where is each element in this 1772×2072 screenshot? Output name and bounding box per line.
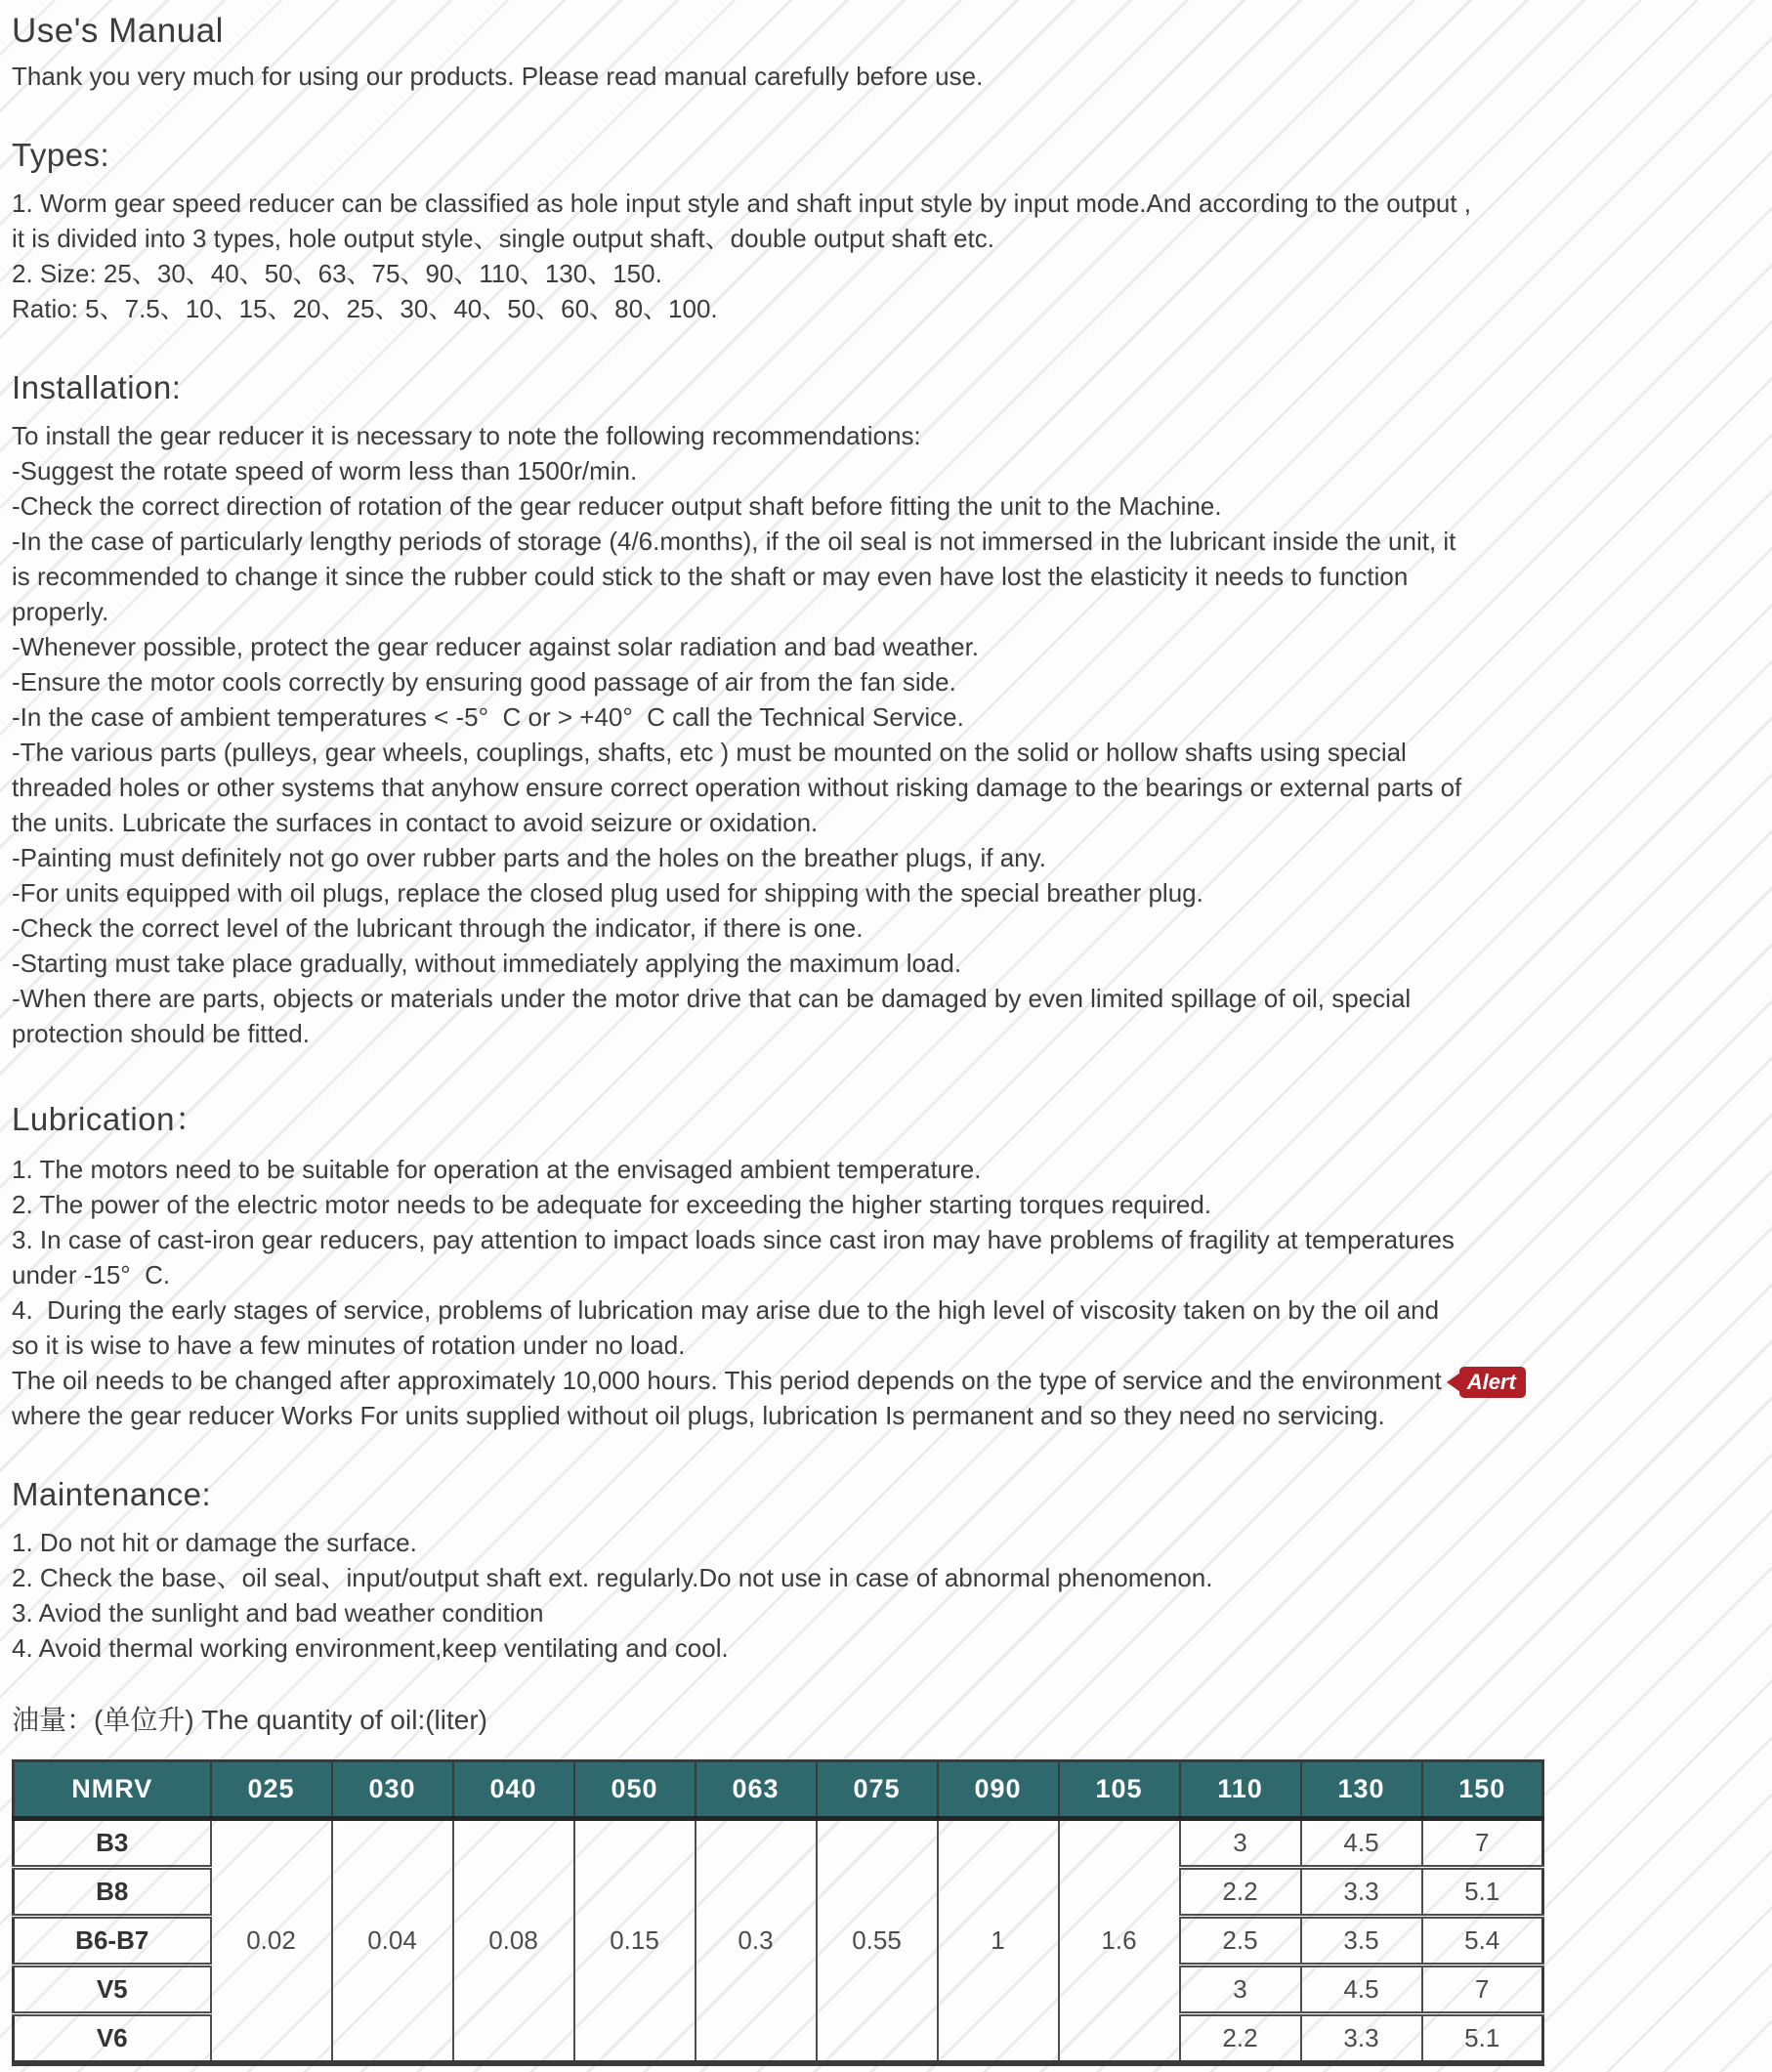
oil-quantity-table: [12, 1759, 1544, 2066]
text-line-content: 4. During the early stages of service, problems of lubrication may arise due to the high level of viscosity taken on by the oil and: [12, 1295, 1440, 1325]
text-line: [12, 1222, 1758, 1257]
table-header-cell: 030: [332, 1761, 453, 1819]
section-body: [12, 186, 1758, 326]
table-header-cell: NMRV: [14, 1761, 211, 1819]
table-header-cell: 063: [696, 1761, 817, 1819]
text-line: [12, 946, 1758, 981]
row-label-cell: B8: [14, 1868, 211, 1917]
section-body: [12, 1152, 1758, 1433]
text-line-content: 2. Check the base、oil seal、input/output shaft ext. regularly.Do not use in case of abnormal phenomenon.: [12, 1563, 1213, 1593]
text-line-content: 4. Avoid thermal working environment,keep ventilating and cool.: [12, 1633, 729, 1664]
text-line: [12, 1363, 1758, 1398]
table-header-cell: 130: [1301, 1761, 1422, 1819]
text-line: [12, 1187, 1758, 1222]
text-line-content: so it is wise to have a few minutes of rotation under no load.: [12, 1331, 686, 1360]
text-line-content: properly.: [12, 597, 109, 626]
text-line-content: -Check the correct level of the lubricant through the indicator, if there is one.: [12, 913, 864, 943]
text-line-content: the units. Lubricate the surfaces in contact to avoid seizure or oxidation.: [12, 808, 819, 837]
table-header-cell: 090: [938, 1761, 1059, 1819]
text-line-content: -The various parts (pulleys, gear wheels, couplings, shafts, etc ) must be mounted on the solid or hollow shafts using special: [12, 738, 1407, 767]
table-header-row: [14, 1761, 1543, 1819]
page-title: Use's Manual: [12, 12, 224, 50]
text-line-content: -Painting must definitely not go over rubber parts and the holes on the breather plugs, if any.: [12, 843, 1046, 872]
text-line-content: 2. Size: 25、30、40、50、63、75、90、110、130、150.: [12, 259, 662, 288]
table-header-cell: 075: [817, 1761, 938, 1819]
merged-value-cell: 1: [938, 1819, 1059, 2064]
table-header-cell: 110: [1180, 1761, 1301, 1819]
value-cell: 2.2: [1180, 1868, 1301, 1917]
text-line-content: under -15° C.: [12, 1260, 171, 1290]
text-line-content: 1. Worm gear speed reducer can be classified as hole input style and shaft input style by input mode.And according to the output ,: [12, 189, 1471, 218]
text-line: [12, 1595, 1758, 1630]
text-line-content: 1. The motors need to be suitable for operation at the envisaged ambient temperature.: [12, 1155, 982, 1184]
text-line: [12, 770, 1758, 805]
text-line: [12, 291, 1758, 326]
text-line-content: Ratio: 5、7.5、10、15、20、25、30、40、50、60、80、100.: [12, 294, 718, 323]
value-cell: 7: [1422, 1966, 1543, 2014]
value-cell: 5.4: [1422, 1917, 1543, 1966]
section-heading: Installation:: [12, 369, 182, 405]
text-line-content: threaded holes or other systems that anyhow ensure correct operation without risking damage to the bearings or external parts of: [12, 773, 1462, 802]
table-header-cell: 050: [574, 1761, 696, 1819]
text-line-content: 3. In case of cast-iron gear reducers, pay attention to impact loads since cast iron may have problems of fragility at temperatures: [12, 1225, 1455, 1254]
text-line: [12, 1560, 1758, 1595]
intro-text: Thank you very much for using our products. Please read manual carefully before use.: [12, 62, 984, 91]
text-line-content: -Check the correct direction of rotation of the gear reducer output shaft before fitting the unit to the Machine.: [12, 491, 1222, 521]
text-line: [12, 875, 1758, 910]
oil-quantity-caption: 油量：(单位升) The quantity of oil:(liter): [12, 1705, 487, 1736]
section-heading: Types:: [12, 137, 110, 173]
text-line: [12, 699, 1758, 735]
text-line-content: -In the case of particularly lengthy periods of storage (4/6.months), if the oil seal is not immersed in the lubricant inside the unit, it: [12, 527, 1456, 556]
text-line: [12, 559, 1758, 594]
value-cell: 5.1: [1422, 2014, 1543, 2064]
section-heading: Maintenance:: [12, 1476, 212, 1513]
row-label-cell: B3: [14, 1819, 211, 1868]
text-line: [12, 1152, 1758, 1187]
text-line-content: where the gear reducer Works For units supplied without oil plugs, lubrication Is permanent and so they need no servicing.: [12, 1401, 1385, 1431]
table-row: [14, 1819, 1543, 1868]
value-cell: 3.3: [1301, 1868, 1422, 1917]
text-line: [12, 186, 1758, 221]
text-line: [12, 981, 1758, 1016]
text-line: [12, 256, 1758, 291]
row-label-cell: V5: [14, 1966, 211, 2014]
text-line: [12, 664, 1758, 699]
text-line-content: 3. Aviod the sunlight and bad weather condition: [12, 1598, 544, 1628]
text-line: [12, 1398, 1758, 1433]
value-cell: 3.3: [1301, 2014, 1422, 2064]
text-line: [12, 1630, 1758, 1666]
text-line: [12, 594, 1758, 629]
text-line: [12, 453, 1758, 488]
text-line: [12, 524, 1758, 559]
value-cell: 5.1: [1422, 1868, 1543, 1917]
text-line: [12, 1525, 1758, 1560]
text-line: [12, 910, 1758, 946]
merged-value-cell: 0.04: [332, 1819, 453, 2064]
value-cell: 3.5: [1301, 1917, 1422, 1966]
text-line-content: 2. The power of the electric motor needs to be adequate for exceeding the higher starting torques required.: [12, 1190, 1212, 1219]
text-line-content: protection should be fitted.: [12, 1019, 310, 1048]
value-cell: 3: [1180, 1966, 1301, 2014]
text-line: [12, 1292, 1758, 1328]
text-line-content: -Whenever possible, protect the gear reducer against solar radiation and bad weather.: [12, 632, 980, 661]
text-line-content: 1. Do not hit or damage the surface.: [12, 1528, 417, 1558]
text-line: [12, 418, 1758, 453]
value-cell: 4.5: [1301, 1966, 1422, 2014]
merged-value-cell: 1.6: [1059, 1819, 1180, 2064]
merged-value-cell: 0.55: [817, 1819, 938, 2064]
table-header-cell: 025: [211, 1761, 332, 1819]
text-line-content: -Starting must take place gradually, without immediately applying the maximum load.: [12, 949, 962, 978]
table-header-cell: 040: [453, 1761, 574, 1819]
merged-value-cell: 0.08: [453, 1819, 574, 2064]
text-line: [12, 840, 1758, 875]
section-heading: Lubrication：: [12, 1101, 208, 1137]
row-label-cell: V6: [14, 2014, 211, 2064]
text-line: [12, 629, 1758, 664]
alert-badge: Alert: [1459, 1367, 1526, 1398]
table-header-cell: 150: [1422, 1761, 1543, 1819]
text-line: [12, 488, 1758, 524]
text-line-content: -Suggest the rotate speed of worm less than 1500r/min.: [12, 456, 638, 486]
text-line-content: -When there are parts, objects or materials under the motor drive that can be damaged by even limited spillage of oil, special: [12, 984, 1412, 1013]
table-header-cell: 105: [1059, 1761, 1180, 1819]
text-line: [12, 1328, 1758, 1363]
text-line: [12, 805, 1758, 840]
text-line-content: -In the case of ambient temperatures < -5° C or > +40° C call the Technical Service.: [12, 702, 964, 732]
section-body: [12, 1525, 1758, 1666]
merged-value-cell: 0.02: [211, 1819, 332, 2064]
text-line-content: The oil needs to be changed after approximately 10,000 hours. This period depends on the type of service and the environment: [12, 1366, 1442, 1395]
text-line-content: it is divided into 3 types, hole output style、single output shaft、double output shaft etc.: [12, 224, 994, 253]
text-line-content: -Ensure the motor cools correctly by ensuring good passage of air from the fan side.: [12, 667, 956, 697]
text-line: [12, 1016, 1758, 1051]
value-cell: 2.2: [1180, 2014, 1301, 2064]
section-body: [12, 418, 1758, 1051]
merged-value-cell: 0.3: [696, 1819, 817, 2064]
text-line-content: -For units equipped with oil plugs, replace the closed plug used for shipping with the special breather plug.: [12, 878, 1203, 908]
sections-container: [12, 137, 1758, 1666]
text-line-content: To install the gear reducer it is necessary to note the following recommendations:: [12, 421, 921, 450]
text-line: [12, 1257, 1758, 1292]
row-label-cell: B6-B7: [14, 1917, 211, 1966]
text-line-content: is recommended to change it since the rubber could stick to the shaft or may even have lost the elasticity it needs to function: [12, 562, 1409, 591]
value-cell: 7: [1422, 1819, 1543, 1868]
value-cell: 2.5: [1180, 1917, 1301, 1966]
text-line: [12, 735, 1758, 770]
merged-value-cell: 0.15: [574, 1819, 696, 2064]
value-cell: 4.5: [1301, 1819, 1422, 1868]
text-line: [12, 221, 1758, 256]
value-cell: 3: [1180, 1819, 1301, 1868]
